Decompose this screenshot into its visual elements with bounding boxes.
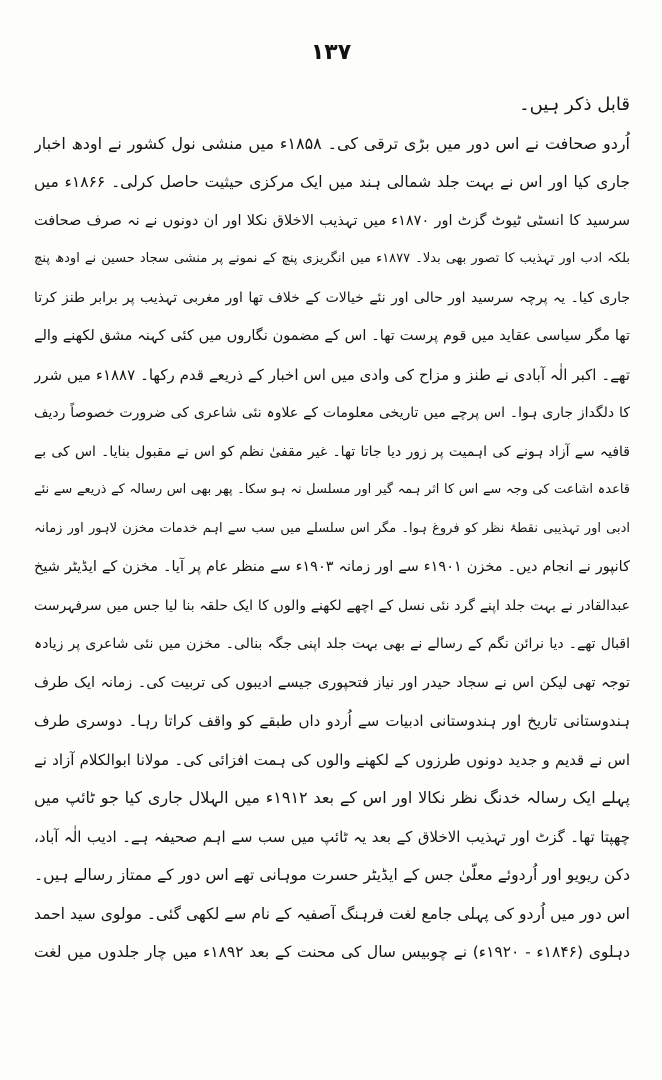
text-line: قافیہ سے آزاد ہونے کی اہمیت پر زور دیا جاتا تھا۔ غیر مقفیٰ نظم کو اس نے مقبول بنایا۔ اس کی بے: [34, 443, 630, 460]
text-line: اس نے قدیم و جدید دونوں طرزوں کے لکھنے والوں کی ہمت افزائی کی۔ مولانا ابوالکلام آزاد نے: [34, 750, 630, 769]
text-line: دکن ریویو اور اُردوئے معلّیٰ جس کے ایڈیٹر حسرت موہانی تھے اس دور کے ممتاز رسالے ہیں۔: [34, 866, 630, 884]
text-line: بلکہ ادب اور تہذیب کا تصور بھی بدلا۔ ۱۸۷۷ء میں انگریزی پنچ کے نمونے پر منشی سجاد حسین نے اودھ پنچ: [34, 251, 630, 266]
text-line: توجہ تھی لیکن اس نے سجاد حیدر اور نیاز فتحپوری جیسے ادیبوں کی تربیت کی۔ زمانہ ایک طرف: [34, 674, 630, 691]
text-line: پہلے ایک رسالہ خدنگ نظر نکالا اور اس کے بعد ۱۹۱۲ء میں الہلال جاری کیا جو ٹائپ میں: [34, 788, 630, 807]
text-line: دہلوی (۱۸۴۶ء - ۱۹۲۰ء) نے چوبیس سال کی محنت کے بعد ۱۸۹۲ء میں چار جلدوں میں لغت: [34, 943, 630, 961]
text-line: تھا مگر سیاسی عقاید میں قوم پرست تھا۔ اس کے مضمون نگاروں میں کئی کہنہ مشق لکھنے والے: [34, 328, 630, 344]
text-line: کا دلگداز جاری ہوا۔ اس پرچے میں تاریخی معلومات کے علاوہ نئی شاعری کی ضرورت خصوصاً ردیف: [34, 405, 630, 421]
text-line: اس دور میں اُردو کی پہلی جامع لغت فرہنگ آصفیہ کے نام سے لکھی گئی۔ مولوی سید احمد: [34, 904, 630, 923]
text-line: تھے۔ اکبر الٰہ آبادی نے طنز و مزاح کی وادی میں اس اخبار کے ذریعے قدم رکھا۔ ۱۸۸۷ء میں شرر: [34, 365, 630, 384]
text-line: اُردو صحافت نے اس دور میں بڑی ترقی کی۔ ۱۸۵۸ء میں منشی نول کشور نے اودھ اخبار: [34, 133, 630, 153]
text-line: ادبی اور تہذیبی نقطۂ نظر کو فروغ ہوا۔ مگر اس سلسلے میں سب سے اہم خدمات مخزن لاہور اور زمانہ: [34, 520, 630, 536]
text-line: قاعدہ اشاعت کی وجہ سے اس کا اثر ہمہ گیر اور مسلسل نہ ہو سکا۔ پھر بھی اس رسالہ کے ذریعے سے نئے: [34, 482, 630, 497]
text-line: ہندوستانی تاریخ اور ہندوستانی ادبیات سے اُردو داں طبقے کو واقف کراتا رہا۔ دوسری طرف: [34, 712, 630, 730]
body-text: [34, 86, 630, 972]
text-line: عبدالقادر نے بہت جلد اپنے گرد نئی نسل کے اچھے لکھنے والوں کا ایک حلقہ بنا لیا جس میں سرفہرست: [34, 597, 630, 614]
text-line: کانپور نے انجام دیں۔ مخزن ۱۹۰۱ء سے اور زمانہ ۱۹۰۳ء سے منظر عام پر آیا۔ مخزن کے ایڈیٹر شیخ: [34, 559, 630, 575]
text-line: جاری کیا اور اس نے بہت جلد شمالی ہند میں ایک مرکزی حیثیت حاصل کرلی۔ ۱۸۶۶ء میں: [34, 173, 630, 191]
text-line: چھپتا تھا۔ گزٹ اور تہذیب الاخلاق کے بعد یہ ٹائپ میں سب سے اہم صحیفہ ہے۔ ادیب الٰہ آباد،: [34, 827, 630, 846]
text-line: قابل ذکر ہیں۔: [519, 94, 630, 115]
page-number: ١٣٧: [310, 40, 352, 65]
text-line: سرسید کا انسٹی ٹیوٹ گزٹ اور ۱۸۷۰ء میں تہذیب الاخلاق نکلا اور ان دونوں نے نہ صرف صحافت: [34, 212, 630, 229]
text-line: جاری کیا۔ یہ پرچہ سرسید اور حالی اور نئے خیالات کے خلاف تھا اور مغربی تہذیب پر برابر طنز کرتا: [34, 289, 630, 306]
text-line: اقبال تھے۔ دیا نرائن نگم کے رسالے نے بھی بہت جلد اپنی جگہ بنالی۔ مخزن میں نئی شاعری پر زیادہ: [34, 636, 630, 652]
